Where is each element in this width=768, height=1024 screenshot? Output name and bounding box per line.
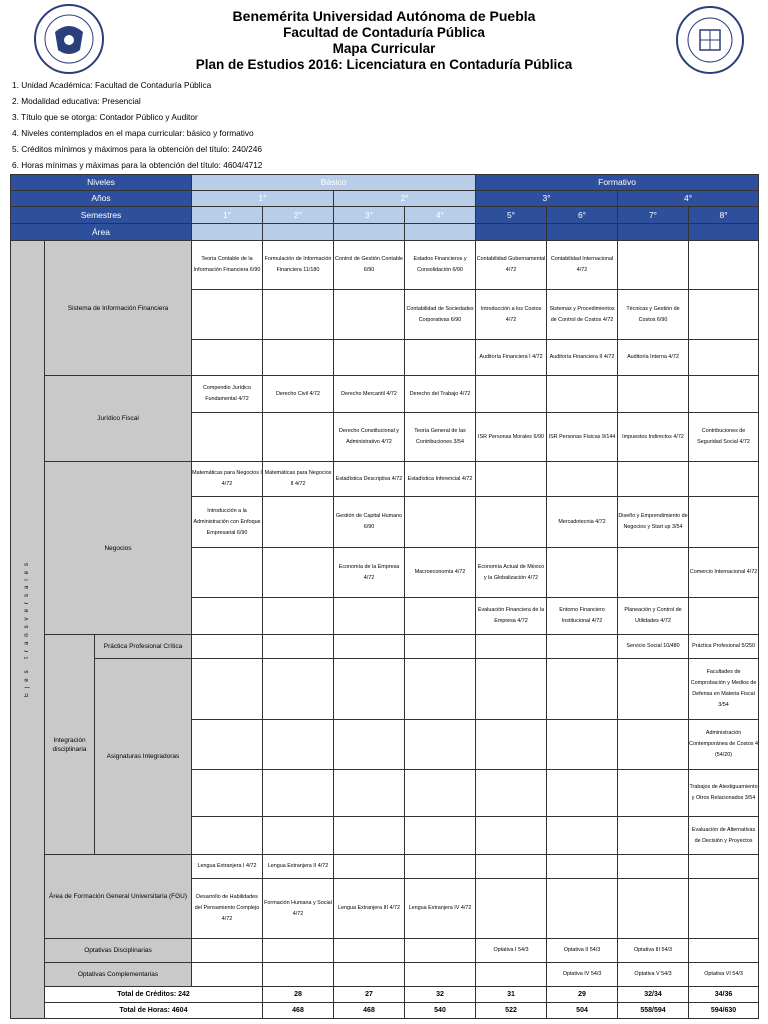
empty-cell [618,879,689,939]
empty-cell [618,462,689,497]
course-cell: Economía Actual de México y la Globalización 4/72 [476,548,547,598]
empty-cell [192,413,263,462]
empty-cell [334,290,405,340]
empty-cell [334,817,405,855]
area-asignaturas-integradoras: Asignaturas Integradoras [95,659,192,855]
empty-cell [476,462,547,497]
area-practica-profesional-critica: Práctica Profesional Crítica [95,635,192,659]
course-cell: Trabajos de Atestiguamiento y Otros Relacionados 3/54 [689,770,759,817]
empty-cell [192,598,263,635]
empty-cell [192,340,263,376]
empty-cell [263,963,334,987]
area-optativas-complementarias: Optativas Complementarias [45,963,192,987]
course-cell: Teoría Contable de la Información Financiera 6/90 [192,241,263,290]
course-cell: Diseño y Emprendimiento de Negocios y Start up 3/54 [618,497,689,548]
curricular-map-table [10,174,759,1019]
area-juridico-fiscal: Jurídico Fiscal [45,376,192,462]
empty-cell [476,817,547,855]
empty-cell [192,939,263,963]
area-sif: Sistema de Información Financiera [45,241,192,376]
empty-cell [547,817,618,855]
total-horas-label: Total de Horas: 4604 [45,1003,263,1019]
empty-cell [618,548,689,598]
total-creditos-s1: 28 [263,987,334,1003]
empty-cell [334,855,405,879]
empty-cell [689,939,759,963]
course-cell: Evaluación de Alternativas de Decisión y Proyectos [689,817,759,855]
empty-cell [618,659,689,720]
empty-cell [192,635,263,659]
empty-cell [476,659,547,720]
empty-cell [547,462,618,497]
course-cell: Estadística Inferencial 4/72 [405,462,476,497]
course-cell: Estados Financieros y Consolidación 6/90 [405,241,476,290]
info-line-4: 4. Niveles contemplados en el mapa curricular: básico y formativo [12,128,254,138]
semestre-1: 1° [192,207,263,224]
course-cell: Estadística Descriptiva 4/72 [334,462,405,497]
total-creditos-s7: 34/36 [689,987,759,1003]
course-cell: Matemáticas para Negocios II 4/72 [263,462,334,497]
empty-cell [618,376,689,413]
total-creditos-label: Total de Créditos: 242 [45,987,263,1003]
total-creditos-s2: 27 [334,987,405,1003]
course-cell: Contabilidad Internacional 4/72 [547,241,618,290]
faculty-name: Facultad de Contaduría Pública [283,25,485,40]
total-horas-s3: 540 [405,1003,476,1019]
semestre-6: 6° [547,207,618,224]
empty-cell [689,340,759,376]
semestre-3: 3° [334,207,405,224]
empty-cell [192,770,263,817]
course-cell: Compendio Jurídico Fundamental 4/72 [192,376,263,413]
empty-cell [405,497,476,548]
empty-cell [689,497,759,548]
empty-cell [405,963,476,987]
empty-cell [547,548,618,598]
empty-cell [405,659,476,720]
contaduria-logo [672,2,748,76]
course-cell: Lengua Extranjera II 4/72 [263,855,334,879]
course-cell: Entorno Financiero Institucional 4/72 [547,598,618,635]
empty-cell [405,720,476,770]
course-cell: Matemáticas para Negocios I 4/72 [192,462,263,497]
area-integracion-disciplinaria: Integración disciplinaria [45,635,95,855]
empty-cell [334,340,405,376]
empty-cell [192,817,263,855]
empty-cell [476,720,547,770]
university-name: Benemérita Universidad Autónoma de Puebla [232,8,536,24]
info-line-6: 6. Horas mínimas y máximas para la obtención del título: 4604/4712 [12,160,263,170]
empty-cell [476,855,547,879]
info-line-1: 1. Unidad Académica: Facultad de Contaduría Pública [12,80,212,90]
empty-cell [547,770,618,817]
course-cell: Optativa V 54/3 [618,963,689,987]
empty-cell [405,855,476,879]
empty-cell [263,413,334,462]
ejes-transversales-label: Ejes transversales [11,241,45,1019]
course-cell: Gestión de Capital Humano 6/90 [334,497,405,548]
info-line-5: 5. Créditos mínimos y máximos para la obtención del título: 240/246 [12,144,262,154]
empty-cell [263,939,334,963]
course-cell: Derecho del Trabajo 4/72 [405,376,476,413]
total-horas-s7: 594/630 [689,1003,759,1019]
course-cell: Técnicas y Gestión de Costos 6/90 [618,290,689,340]
course-cell: Impuestos Indirectos 4/72 [618,413,689,462]
total-horas-s4: 522 [476,1003,547,1019]
empty-cell [689,376,759,413]
empty-cell [476,635,547,659]
semestre-2: 2° [263,207,334,224]
nivel-formativo: Formativo [476,175,759,191]
course-cell: Formulación de Información Financiera 11/180 [263,241,334,290]
semestre-5: 5° [476,207,547,224]
empty-cell [405,340,476,376]
empty-cell [263,290,334,340]
empty-cell [476,376,547,413]
empty-cell [263,598,334,635]
empty-cell [263,635,334,659]
empty-cell [547,720,618,770]
empty-cell [334,720,405,770]
empty-cell [476,963,547,987]
empty-cell [689,462,759,497]
total-creditos-s3: 32 [405,987,476,1003]
empty-cell [618,855,689,879]
empty-cell [547,855,618,879]
course-cell: Contabilidad de Sociedades Corporativas 6/90 [405,290,476,340]
course-cell: Optativa VI 54/3 [689,963,759,987]
course-cell: Derecho Mercantil 4/72 [334,376,405,413]
empty-cell [334,770,405,817]
empty-cell [263,548,334,598]
empty-cell [405,817,476,855]
empty-cell [405,770,476,817]
empty-cell [334,598,405,635]
course-cell: Auditoría Interna 4/72 [618,340,689,376]
area-label: Área [11,224,192,241]
ano-4: 4° [618,191,759,207]
course-cell: Control de Gestión Contable 6/90 [334,241,405,290]
course-cell: Evaluación Financiera de la Empresa 4/72 [476,598,547,635]
empty-cell [547,376,618,413]
empty-cell [192,963,263,987]
total-horas-s5: 504 [547,1003,618,1019]
empty-cell [263,770,334,817]
empty-cell [476,770,547,817]
course-cell: Desarrollo de Habilidades del Pensamiento Complejo 4/72 [192,879,263,939]
empty-cell [689,241,759,290]
empty-cell [263,659,334,720]
semestre-8: 8° [689,207,759,224]
course-cell: Facultades de Comprobación y Medios de Defensa en Materia Fiscal 3/54 [689,659,759,720]
course-cell: Macroeconomía 4/72 [405,548,476,598]
empty-cell [334,939,405,963]
semestres-label: Semestres [11,207,192,224]
course-cell: Optativa III 54/3 [618,939,689,963]
empty-cell [263,817,334,855]
buap-seal-logo [28,2,110,76]
course-cell: Servicio Social 10/480 [618,635,689,659]
empty-cell [405,635,476,659]
area-optativas-disciplinarias: Optativas Disciplinarias [45,939,192,963]
semestre-4: 4° [405,207,476,224]
course-cell: Lengua Extranjera IV 4/72 [405,879,476,939]
area-fgu: Área de Formación General Universitaria (FGU) [45,855,192,939]
course-cell: ISR Personas Físicas 9/144 [547,413,618,462]
course-cell: ISR Personas Morales 6/90 [476,413,547,462]
course-cell: Auditoría Financiera I 4/72 [476,340,547,376]
course-cell: Teoría General de las Contribuciones 3/54 [405,413,476,462]
empty-cell [192,720,263,770]
empty-cell [263,720,334,770]
empty-cell [547,879,618,939]
empty-cell [618,770,689,817]
empty-cell [405,939,476,963]
empty-cell [192,548,263,598]
course-cell: Sistemas y Procedimientos de Control de Costos 4/72 [547,290,618,340]
info-line-2: 2. Modalidad educativa: Presencial [12,96,141,106]
total-creditos-s6: 32/34 [618,987,689,1003]
course-cell: Contabilidad Gubernamental 4/72 [476,241,547,290]
empty-cell [263,497,334,548]
anos-label: Años [11,191,192,207]
niveles-label: Niveles [11,175,192,191]
ano-3: 3° [476,191,618,207]
page-header [0,0,768,76]
empty-cell [476,879,547,939]
empty-cell [334,635,405,659]
course-cell: Optativa IV 54/3 [547,963,618,987]
empty-cell [618,720,689,770]
empty-cell [476,497,547,548]
empty-cell [192,659,263,720]
nivel-basico: Básico [192,175,476,191]
course-cell: Optativa II 54/3 [547,939,618,963]
plan-title: Plan de Estudios 2016: Licenciatura en Contaduría Pública [195,57,573,72]
total-horas-s2: 468 [334,1003,405,1019]
empty-cell [689,855,759,879]
total-horas-s1: 468 [263,1003,334,1019]
course-cell: Práctica Profesional 5/250 [689,635,759,659]
course-cell: Contribuciones de Seguridad Social 4/72 [689,413,759,462]
area-negocios: Negocios [45,462,192,635]
course-cell: Lengua Extranjera I 4/72 [192,855,263,879]
course-cell: Economía de la Empresa 4/72 [334,548,405,598]
empty-cell [547,659,618,720]
empty-cell [618,817,689,855]
empty-cell [192,290,263,340]
total-creditos-s4: 31 [476,987,547,1003]
empty-cell [689,879,759,939]
course-cell: Comercio Internacional 4/72 [689,548,759,598]
empty-cell [547,635,618,659]
course-cell: Optativa I 54/3 [476,939,547,963]
course-cell: Introducción a la Administración con Enfoque Empresarial 6/90 [192,497,263,548]
course-cell: Derecho Civil 4/72 [263,376,334,413]
empty-cell [618,241,689,290]
course-cell: Lengua Extranjera III 4/72 [334,879,405,939]
ano-2: 2° [334,191,476,207]
empty-cell [334,963,405,987]
course-cell: Formación Humana y Social 4/72 [263,879,334,939]
empty-cell [405,598,476,635]
total-horas-s6: 558/594 [618,1003,689,1019]
empty-cell [689,290,759,340]
course-cell: Mercadotecnia 4/72 [547,497,618,548]
course-cell: Introducción a los Costos 4/72 [476,290,547,340]
info-line-3: 3. Título que se otorga: Contador Público y Auditor [12,112,198,122]
course-cell: Derecho Constitucional y Administrativo 4/72 [334,413,405,462]
semestre-7: 7° [618,207,689,224]
document-title: Mapa Curricular [332,41,436,56]
empty-cell [689,598,759,635]
total-creditos-s5: 29 [547,987,618,1003]
course-cell: Administración Contemporánea de Costos 4 (54/20) [689,720,759,770]
course-cell: Planeación y Control de Utilidades 4/72 [618,598,689,635]
ano-1: 1° [192,191,334,207]
course-cell: Auditoría Financiera II 4/72 [547,340,618,376]
empty-cell [263,340,334,376]
empty-cell [334,659,405,720]
